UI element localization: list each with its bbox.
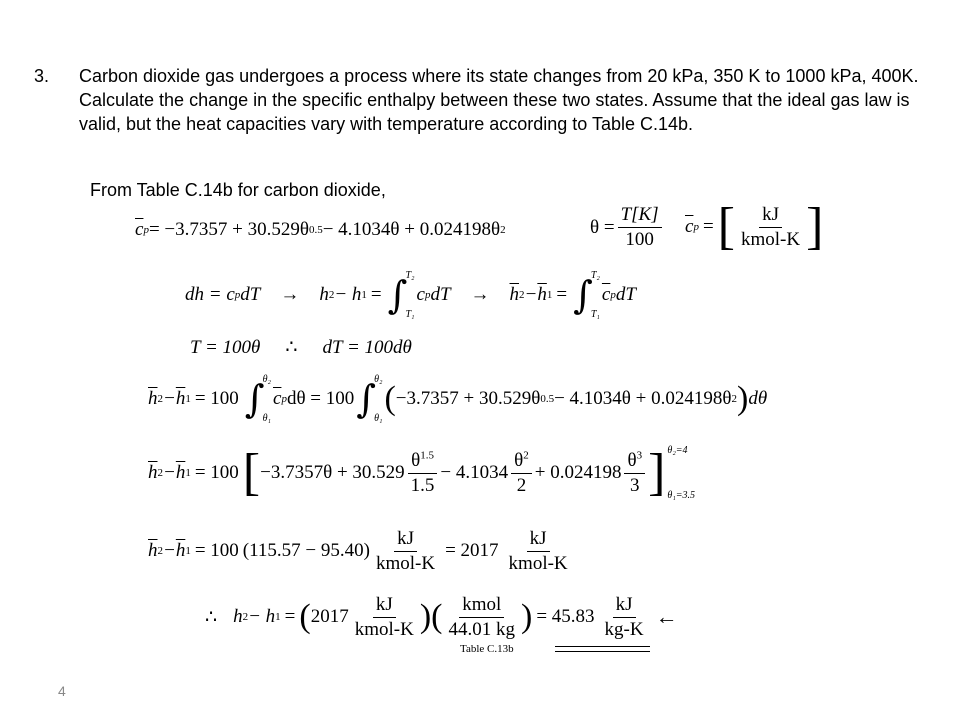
from-table-line: From Table C.14b for carbon dioxide, [90,180,386,200]
equation-antiderivative: $\overline{h}$ 2 − $\overline{h}$ 1 = 100 [ −3.7357θ + 30.529 $\frac{\theta^{1.5}}{1.5}$ − 4.1034 $\frac{\theta^2}{2}$ + 0.024198 $\frac{\theta^3}{3}$ ] θ₂=4 θ₁=3.5 [148,444,696,501]
equation-cp-units: $\overline{c}$ p = [ $\frac{kJ}{\text{kmol-K}}$ ] [685,198,824,255]
equation-t-substitution: T = 100θ ∴ dT = 100dθ [190,336,412,358]
problem-statement [34,64,934,136]
table-reference-note: Table C.13b [460,643,514,655]
equation-cp-polynomial: $\overline{c}$ p = −3.7357 + 30.529θ 0.5 − 4.1034θ + 0.024198θ 2 [135,219,506,240]
problem-text: Carbon dioxide gas undergoes a process where its state changes from 20 kPa, 350 K to 1000 kPa, 400K. Calculate the change in the specific enthalpy between these two states. Assume that the ideal gas law is valid, but the heat capacities vary with temperature according to Table C.14b. [79,66,919,134]
equation-integral-theta: $\overline{h}$ 2 − $\overline{h}$ 1 = 100 ∫ θ₂ θ₁ $\overline{c}$ p dθ = 100 ∫ θ₂ θ₁ ( −3.7357 + 30.529θ 0.5 − 4.1034θ + 0.024198θ 2 ) dθ [148,374,768,424]
page-number: 4 [58,683,66,699]
equation-dh: dh = c p dT → h 2 − h 1 = ∫ T₂ T₁ c p dT → $\overline{h}$ 2 − $\overline{h}$ 1 = ∫ T₂ T₁ $\overline{c}$ p dT [185,270,636,320]
equation-theta-definition: θ = $\frac{T[K]}{100}$ [590,200,665,255]
problem-number: 3. [34,66,50,86]
answer-double-underline [555,646,650,652]
equation-numeric-result: $\overline{h}$ 2 − $\overline{h}$ 1 = 100 (115.57 − 95.40) $\frac{kJ}{\text{kmol-K}}$ = 2017 $\frac{kJ}{\text{kmol-K}}$ [148,527,568,574]
equation-final-answer: ∴ h 2 − h 1 = ( 2017 $\frac{kJ}{\text{kmol-K}}$ ) ( $\frac{\text{kmol}}{44.01 kg}$ ) = 45.83 $\frac{kJ}{kg-K}$ ← [205,593,678,640]
